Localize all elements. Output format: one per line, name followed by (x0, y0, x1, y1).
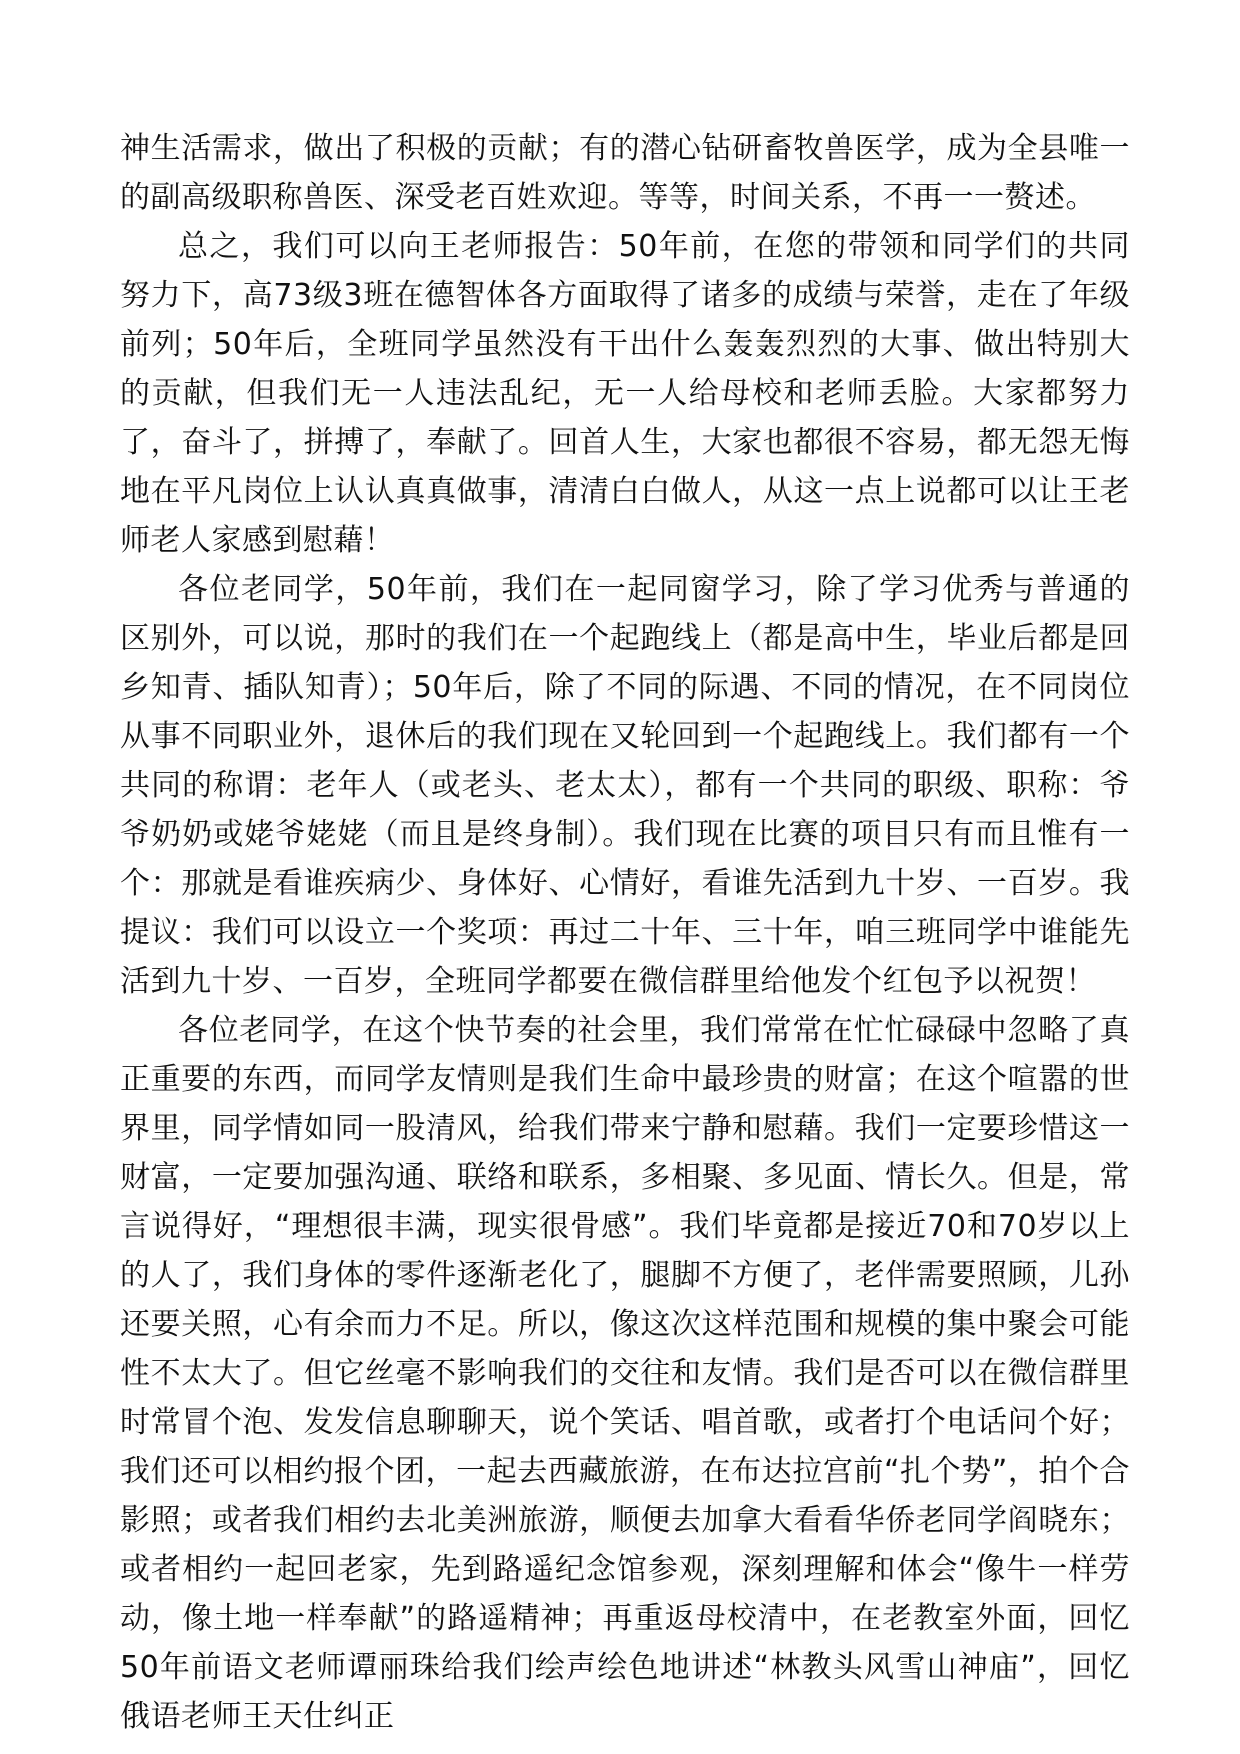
paragraph-friendship: 各位老同学，在这个快节奏的社会里，我们常常在忙忙碌碌中忽略了真正重要的东西，而同学友情则是我们生命中最珍贵的财富；在这个喧嚣的世界里，同学情如同一股清风，给我们带来宁静和慰藉。我们一定要珍惜这一财富，一定要加强沟通、联络和联系，多相聚、多见面、情长久。但是，常言说得好，“理想很丰满，现实很骨感”。我们毕竟都是接近70和70岁以上的人了，我们身体的零件逐渐老化了，腿脚不方便了，老伴需要照顾，儿孙还要关照，心有余而力不足。所以，像这次这样范围和规模的集中聚会可能性不太大了。但它丝毫不影响我们的交往和友情。我们是否可以在微信群里时常冒个泡、发发信息聊聊天，说个笑话、唱首歌，或者打个电话问个好；我们还可以相约报个团，一起去西藏旅游，在布达拉宫前“扎个势”，拍个合影照；或者我们相约去北美洲旅游，顺便去加拿大看看华侨老同学阎晓东；或者相约一起回老家，先到路遥纪念馆参观，深刻理解和体会“像牛一样劳动，像土地一样奉献”的路遥精神；再重返母校清中，在老教室外面，回忆50年前语文老师谭丽珠给我们绘声绘色地讲述“林教头风雪山神庙”，回忆俄语老师王天仕纠正 (120, 1013, 1130, 1734)
paragraph-report-to-teacher: 总之，我们可以向王老师报告：50年前，在您的带领和同学们的共同努力下，高73级3班在德智体各方面取得了诸多的成绩与荣誉，走在了年级前列；50年后，全班同学虽然没有干出什么轰轰烈烈的大事、做出特别大的贡献，但我们无一人违法乱纪，无一人给母校和老师丢脸。大家都努力了，奋斗了，拼搏了，奉献了。回首人生，大家也都很不容易，都无怨无悔地在平凡岗位上认认真真做事，清清白白做人，从这一点上说都可以让王老师老人家感到慰藉！ (120, 229, 1130, 558)
paragraph-continuation: 神生活需求，做出了积极的贡献；有的潜心钻研畜牧兽医学，成为全县唯一的副高级职称兽医、深受老百姓欢迎。等等，时间关系，不再一一赘述。 (120, 131, 1130, 215)
paragraph-starting-line: 各位老同学，50年前，我们在一起同窗学习，除了学习优秀与普通的区别外，可以说，那时的我们在一个起跑线上（都是高中生，毕业后都是回乡知青、插队知青）；50年后，除了不同的际遇、不同的情况，在不同岗位从事不同职业外，退休后的我们现在又轮回到一个起跑线上。我们都有一个共同的称谓：老年人（或老头、老太太），都有一个共同的职级、职称：爷爷奶奶或姥爷姥姥（而且是终身制）。我们现在比赛的项目只有而且惟有一个：那就是看谁疾病少、身体好、心情好，看谁先活到九十岁、一百岁。我提议：我们可以设立一个奖项：再过二十年、三十年，咱三班同学中谁能先活到九十岁、一百岁，全班同学都要在微信群里给他发个红包予以祝贺！ (120, 572, 1130, 999)
document-body (120, 124, 1130, 1741)
